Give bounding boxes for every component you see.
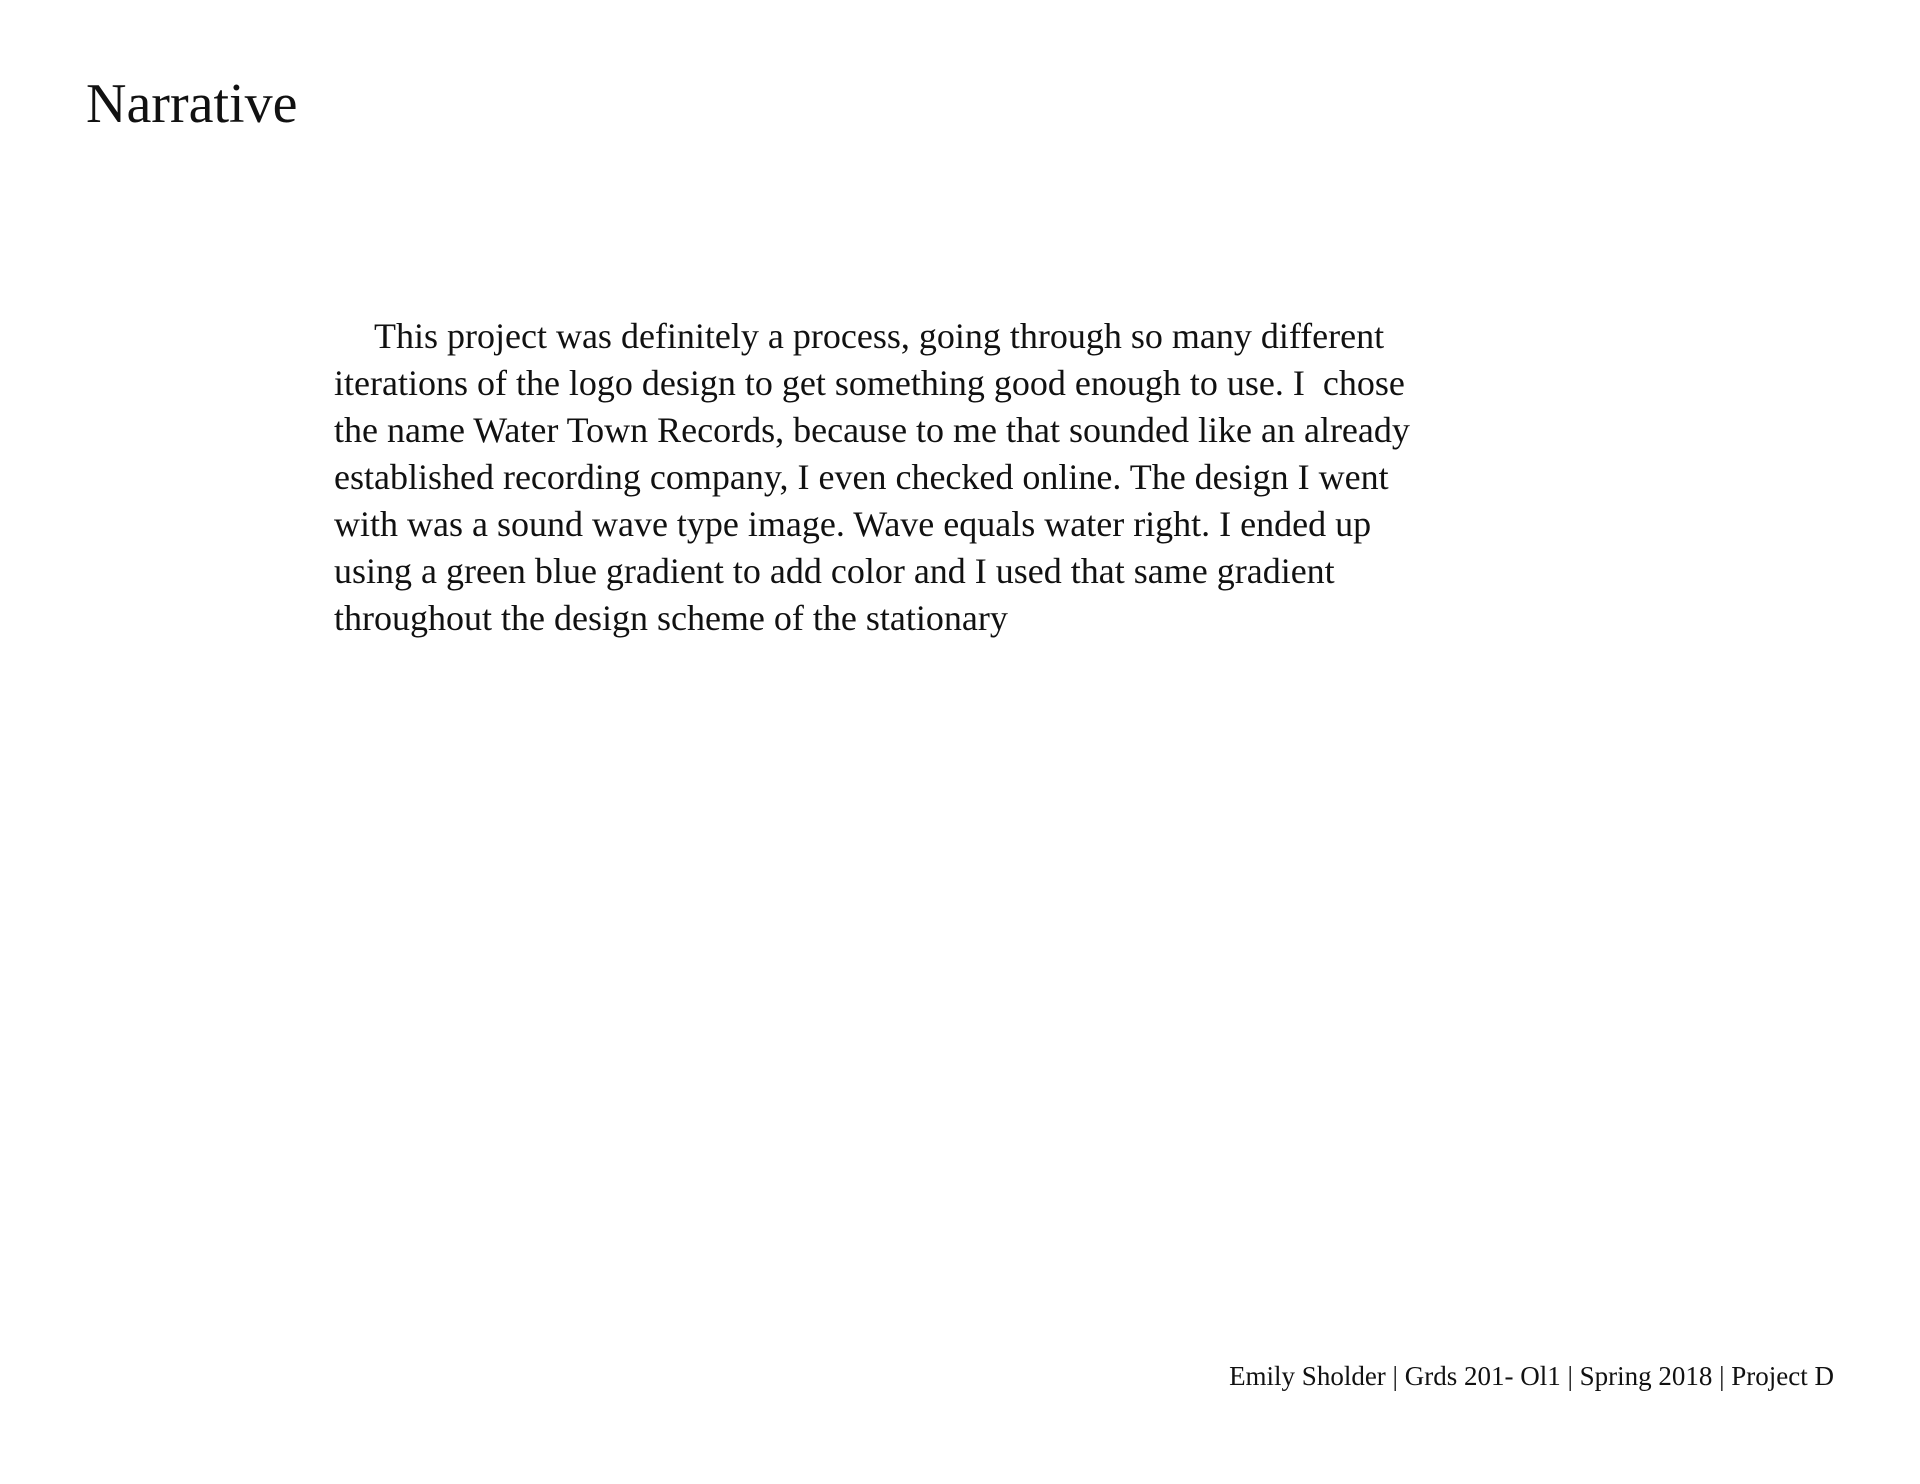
narrative-line: This project was definitely a process, going through so many different: [374, 316, 1385, 356]
narrative-line: established recording company, I even checked online. The design I went: [334, 457, 1389, 497]
narrative-line: the name Water Town Records, because to me that sounded like an already: [334, 410, 1410, 450]
narrative-line: iterations of the logo design to get something good enough to use. I chose: [334, 363, 1405, 403]
page-footer: Emily Sholder | Grds 201- Ol1 | Spring 2018 | Project D: [1229, 1361, 1834, 1391]
narrative-line: throughout the design scheme of the stationary: [334, 598, 1008, 638]
narrative-paragraph: [334, 313, 1534, 642]
narrative-line: with was a sound wave type image. Wave equals water right. I ended up: [334, 504, 1372, 544]
narrative-line: using a green blue gradient to add color and I used that same gradient: [334, 551, 1335, 591]
page-title: Narrative: [86, 73, 298, 135]
